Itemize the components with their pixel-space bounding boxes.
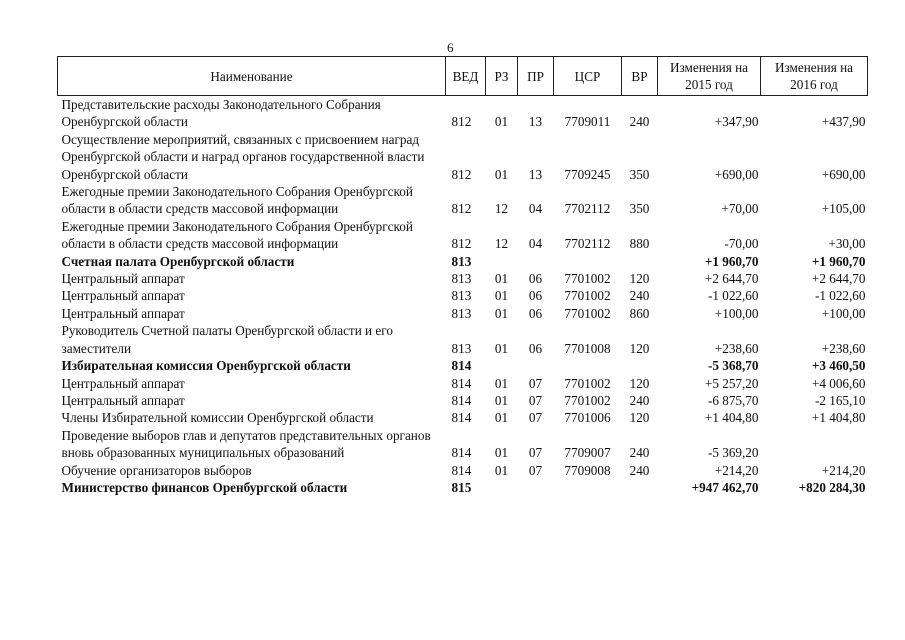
cell-y2016: +214,20 xyxy=(821,462,866,478)
cell-ved: 814 xyxy=(451,392,472,408)
cell-pr: 07 xyxy=(528,392,543,408)
cell-pr: 06 xyxy=(528,288,543,304)
cell-csr: 7701008 xyxy=(564,340,611,356)
cell-rz: 01 xyxy=(494,305,509,321)
cell-rz: 01 xyxy=(494,375,509,391)
table-row xyxy=(58,96,868,131)
cell-y2015: -5 368,70 xyxy=(707,358,759,374)
cell-rz: 01 xyxy=(494,445,509,461)
cell-ved: 814 xyxy=(451,410,472,426)
cell-vr: 860 xyxy=(629,305,650,321)
cell-pr: 07 xyxy=(528,375,543,391)
cell-y2016: +3 460,50 xyxy=(811,358,866,374)
cell-name: Руководитель Счетной палаты Оренбургской области и его заместители xyxy=(61,323,393,356)
cell-ved: 814 xyxy=(451,445,472,461)
cell-ved: 813 xyxy=(451,271,472,287)
budget-table xyxy=(57,56,868,496)
cell-csr: 7709245 xyxy=(564,166,611,182)
cell-vr: 880 xyxy=(629,236,650,252)
cell-pr: 13 xyxy=(528,114,543,130)
header-pr: ПР xyxy=(518,57,554,96)
cell-pr: 04 xyxy=(528,201,543,217)
cell-y2015: +2 644,70 xyxy=(704,271,759,287)
table-row xyxy=(58,375,868,392)
cell-pr: 07 xyxy=(528,410,543,426)
cell-rz xyxy=(486,357,518,374)
cell-vr xyxy=(622,479,658,496)
header-rz: РЗ xyxy=(486,57,518,96)
cell-ved: 814 xyxy=(451,358,472,374)
cell-ved: 812 xyxy=(451,114,472,130)
cell-csr: 7702112 xyxy=(564,201,611,217)
cell-csr xyxy=(554,479,622,496)
cell-vr: 240 xyxy=(629,392,650,408)
cell-ved: 813 xyxy=(451,340,472,356)
cell-name: Центральный аппарат xyxy=(61,375,185,391)
cell-y2016: +1 960,70 xyxy=(811,253,866,269)
cell-ved: 813 xyxy=(451,288,472,304)
cell-rz: 12 xyxy=(494,201,509,217)
header-ved: ВЕД xyxy=(446,57,486,96)
cell-name: Обучение организаторов выборов xyxy=(61,462,252,478)
cell-y2015: -6 875,70 xyxy=(707,392,759,408)
page-number: 6 xyxy=(447,40,454,55)
cell-vr: 120 xyxy=(629,410,650,426)
cell-ved: 813 xyxy=(451,305,472,321)
cell-csr: 7701002 xyxy=(564,271,611,287)
cell-pr: 07 xyxy=(528,462,543,478)
section-row xyxy=(58,357,868,374)
cell-pr: 07 xyxy=(528,445,543,461)
cell-csr: 7709011 xyxy=(564,114,611,130)
cell-name: Центральный аппарат xyxy=(61,271,185,287)
cell-rz: 01 xyxy=(494,288,509,304)
cell-csr xyxy=(554,357,622,374)
cell-vr: 120 xyxy=(629,340,650,356)
cell-pr: 06 xyxy=(528,271,543,287)
cell-ved: 814 xyxy=(451,462,472,478)
table-row xyxy=(58,322,868,357)
cell-csr: 7709007 xyxy=(564,445,611,461)
cell-vr: 350 xyxy=(629,201,650,217)
cell-rz: 01 xyxy=(494,410,509,426)
table-row xyxy=(58,270,868,287)
cell-y2015: -5 369,20 xyxy=(707,445,759,461)
header-csr: ЦСР xyxy=(554,57,622,96)
cell-rz: 01 xyxy=(494,114,509,130)
cell-y2016: -2 165,10 xyxy=(814,392,866,408)
cell-y2016: +690,00 xyxy=(821,166,866,182)
cell-y2015: +214,20 xyxy=(714,462,759,478)
cell-csr: 7701006 xyxy=(564,410,611,426)
cell-y2015: +690,00 xyxy=(714,166,759,182)
cell-y2016: -1 022,60 xyxy=(814,288,866,304)
cell-csr xyxy=(554,253,622,270)
table-row xyxy=(58,409,868,426)
cell-vr: 240 xyxy=(629,462,650,478)
table-row xyxy=(58,183,868,218)
section-row xyxy=(58,479,868,496)
table-row xyxy=(58,131,868,183)
cell-rz: 01 xyxy=(494,166,509,182)
table-body xyxy=(58,96,868,497)
cell-y2016: +2 644,70 xyxy=(811,271,866,287)
cell-y2015: +5 257,20 xyxy=(704,375,759,391)
cell-ved: 812 xyxy=(451,166,472,182)
cell-y2016: +437,90 xyxy=(821,114,866,130)
section-row xyxy=(58,253,868,270)
table-row xyxy=(58,462,868,479)
cell-name: Счетная палата Оренбургской области xyxy=(61,253,295,269)
cell-y2016: +4 006,60 xyxy=(811,375,866,391)
cell-name: Центральный аппарат xyxy=(61,288,185,304)
cell-y2016: +105,00 xyxy=(821,201,866,217)
cell-pr: 06 xyxy=(528,340,543,356)
cell-y2015: +238,60 xyxy=(714,340,759,356)
cell-csr: 7701002 xyxy=(564,375,611,391)
cell-csr: 7701002 xyxy=(564,305,611,321)
cell-pr: 13 xyxy=(528,166,543,182)
cell-pr: 06 xyxy=(528,305,543,321)
cell-name: Члены Избирательной комиссии Оренбургской области xyxy=(61,410,374,426)
cell-rz: 01 xyxy=(494,271,509,287)
cell-pr xyxy=(518,357,554,374)
cell-name: Ежегодные премии Законодательного Собрания Оренбургской области в области средств массовой информации xyxy=(61,184,413,217)
cell-vr: 240 xyxy=(629,114,650,130)
cell-y2015: +347,90 xyxy=(714,114,759,130)
cell-y2016: +30,00 xyxy=(828,236,866,252)
cell-y2015: +100,00 xyxy=(714,305,759,321)
cell-vr xyxy=(622,357,658,374)
cell-rz: 12 xyxy=(494,236,509,252)
cell-y2016: +1 404,80 xyxy=(811,410,866,426)
table-row xyxy=(58,218,868,253)
cell-csr: 7701002 xyxy=(564,288,611,304)
cell-ved: 814 xyxy=(451,375,472,391)
cell-rz: 01 xyxy=(494,340,509,356)
cell-y2015: -70,00 xyxy=(724,236,759,252)
cell-y2015: -1 022,60 xyxy=(707,288,759,304)
cell-y2016: +100,00 xyxy=(821,305,866,321)
cell-csr: 7702112 xyxy=(564,236,611,252)
cell-y2015: +947 462,70 xyxy=(691,479,759,495)
cell-ved: 813 xyxy=(451,253,472,269)
cell-vr: 120 xyxy=(629,375,650,391)
cell-y2016: +820 284,30 xyxy=(798,479,866,495)
header-2016: Изменения на 2016 год xyxy=(761,57,868,96)
cell-y2015: +1 404,80 xyxy=(704,410,759,426)
cell-name: Проведение выборов глав и депутатов представительных органов вновь образованных муниципальных образований xyxy=(61,427,431,461)
cell-name: Осуществление мероприятий, связанных с присвоением наград Оренбургской области и наград органов государственной власти Оренбургской области xyxy=(61,131,425,182)
cell-name: Ежегодные премии Законодательного Собрания Оренбургской области в области средств массовой информации xyxy=(61,218,413,252)
cell-ved: 812 xyxy=(451,236,472,252)
cell-y2015: +70,00 xyxy=(721,201,759,217)
cell-y2016: +238,60 xyxy=(821,340,866,356)
cell-vr: 120 xyxy=(629,271,650,287)
header-2015: Изменения на 2015 год xyxy=(658,57,761,96)
cell-rz xyxy=(486,479,518,496)
cell-name: Избирательная комиссия Оренбургской области xyxy=(61,358,351,374)
cell-csr: 7709008 xyxy=(564,462,611,478)
cell-rz xyxy=(486,253,518,270)
cell-y2015: +1 960,70 xyxy=(704,253,759,269)
table-row xyxy=(58,427,868,462)
cell-name: Центральный аппарат xyxy=(61,392,185,408)
cell-vr: 350 xyxy=(629,166,650,182)
cell-ved: 815 xyxy=(451,479,472,495)
cell-name: Представительские расходы Законодательного Собрания Оренбургской области xyxy=(61,97,381,130)
cell-pr xyxy=(518,253,554,270)
table-row xyxy=(58,392,868,409)
cell-vr xyxy=(622,253,658,270)
cell-csr: 7701002 xyxy=(564,392,611,408)
cell-pr xyxy=(518,479,554,496)
table-row xyxy=(58,305,868,322)
cell-name: Центральный аппарат xyxy=(61,305,185,321)
header-name: Наименование xyxy=(58,57,446,96)
cell-rz: 01 xyxy=(494,462,509,478)
cell-rz: 01 xyxy=(494,392,509,408)
cell-pr: 04 xyxy=(528,236,543,252)
table-row xyxy=(58,287,868,304)
header-vr: ВР xyxy=(622,57,658,96)
cell-y2016 xyxy=(761,427,868,462)
cell-name: Министерство финансов Оренбургской области xyxy=(61,479,348,495)
cell-vr: 240 xyxy=(629,288,650,304)
cell-ved: 812 xyxy=(451,201,472,217)
table-header xyxy=(58,57,868,96)
cell-vr: 240 xyxy=(629,445,650,461)
